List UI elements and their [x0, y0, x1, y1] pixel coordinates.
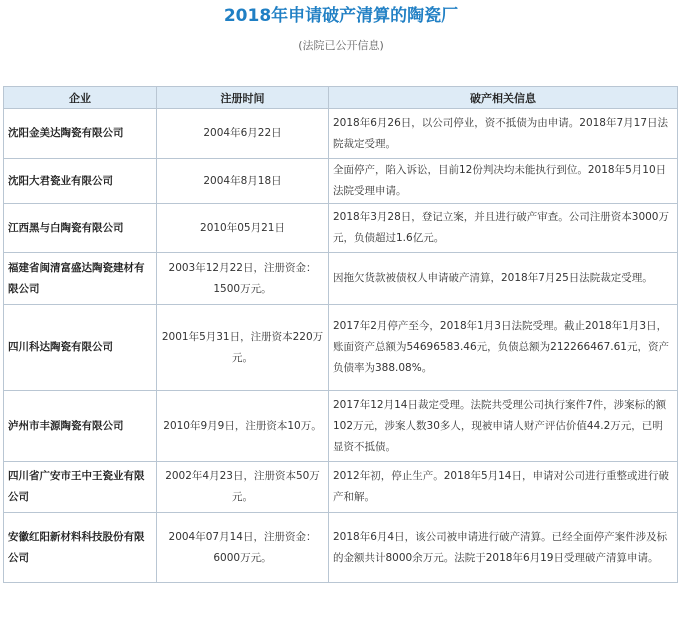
header-company: 企业: [4, 87, 157, 109]
table-header-row: [4, 87, 678, 109]
table-row: [4, 513, 678, 583]
registered-cell: 2004年6月22日: [157, 109, 329, 159]
info-cell: 2017年12月14日裁定受理。法院共受理公司执行案件7件，涉案标的额102万元，涉案人数30多人，现被申请人财产评估价值44.2万元，已明显资不抵债。: [329, 391, 678, 462]
info-cell: 2012年初，停止生产。2018年5月14日，申请对公司进行重整或进行破产和解。: [329, 462, 678, 513]
registered-cell: 2010年05月21日: [157, 204, 329, 253]
table-row: [4, 109, 678, 159]
company-cell: 安徽红阳新材料科技股份有限公司: [4, 513, 157, 583]
table-row: [4, 159, 678, 204]
header-registered: 注册时间: [157, 87, 329, 109]
company-cell: 沈阳大君瓷业有限公司: [4, 159, 157, 204]
registered-cell: 2001年5月31日，注册资本220万元。: [157, 305, 329, 391]
company-cell: 福建省闽清富盛达陶瓷建材有限公司: [4, 253, 157, 305]
info-cell: 2017年2月停产至今，2018年1月3日法院受理。截止2018年1月3日，账面资产总额为54696583.46元，负债总额为212266467.61元，资产负债率为388.08%。: [329, 305, 678, 391]
bankruptcy-table: [3, 86, 678, 583]
company-cell: 沈阳金美达陶瓷有限公司: [4, 109, 157, 159]
registered-cell: 2004年8月18日: [157, 159, 329, 204]
company-cell: 江西黑与白陶瓷有限公司: [4, 204, 157, 253]
page-title: 2018年申请破产清算的陶瓷厂: [223, 6, 459, 26]
page-subtitle: (法院已公开信息): [298, 39, 384, 52]
table-row: [4, 462, 678, 513]
registered-cell: 2004年07月14日，注册资金：6000万元。: [157, 513, 329, 583]
registered-cell: 2003年12月22日，注册资金：1500万元。: [157, 253, 329, 305]
registered-cell: 2002年4月23日，注册资本50万元。: [157, 462, 329, 513]
header-info: 破产相关信息: [329, 87, 678, 109]
table-row: [4, 391, 678, 462]
info-cell: 2018年6月26日，以公司停业，资不抵债为由申请。2018年7月17日法院裁定受理。: [329, 109, 678, 159]
info-cell: 2018年6月4日，该公司被申请进行破产清算。已经全面停产案件涉及标的金额共计8000余万元。法院于2018年6月19日受理破产清算申请。: [329, 513, 678, 583]
info-cell: 2018年3月28日，登记立案，并且进行破产审查。公司注册资本3000万元，负债超过1.6亿元。: [329, 204, 678, 253]
company-cell: 四川科达陶瓷有限公司: [4, 305, 157, 391]
registered-cell: 2010年9月9日，注册资本10万。: [157, 391, 329, 462]
company-cell: 四川省广安市王中王瓷业有限公司: [4, 462, 157, 513]
table-row: [4, 305, 678, 391]
table-row: [4, 253, 678, 305]
company-cell: 泸州市丰源陶瓷有限公司: [4, 391, 157, 462]
table-row: [4, 204, 678, 253]
info-cell: 因拖欠货款被债权人申请破产清算，2018年7月25日法院裁定受理。: [329, 253, 678, 305]
info-cell: 全面停产，陷入诉讼，目前12份判决均未能执行到位。2018年5月10日法院受理申请。: [329, 159, 678, 204]
